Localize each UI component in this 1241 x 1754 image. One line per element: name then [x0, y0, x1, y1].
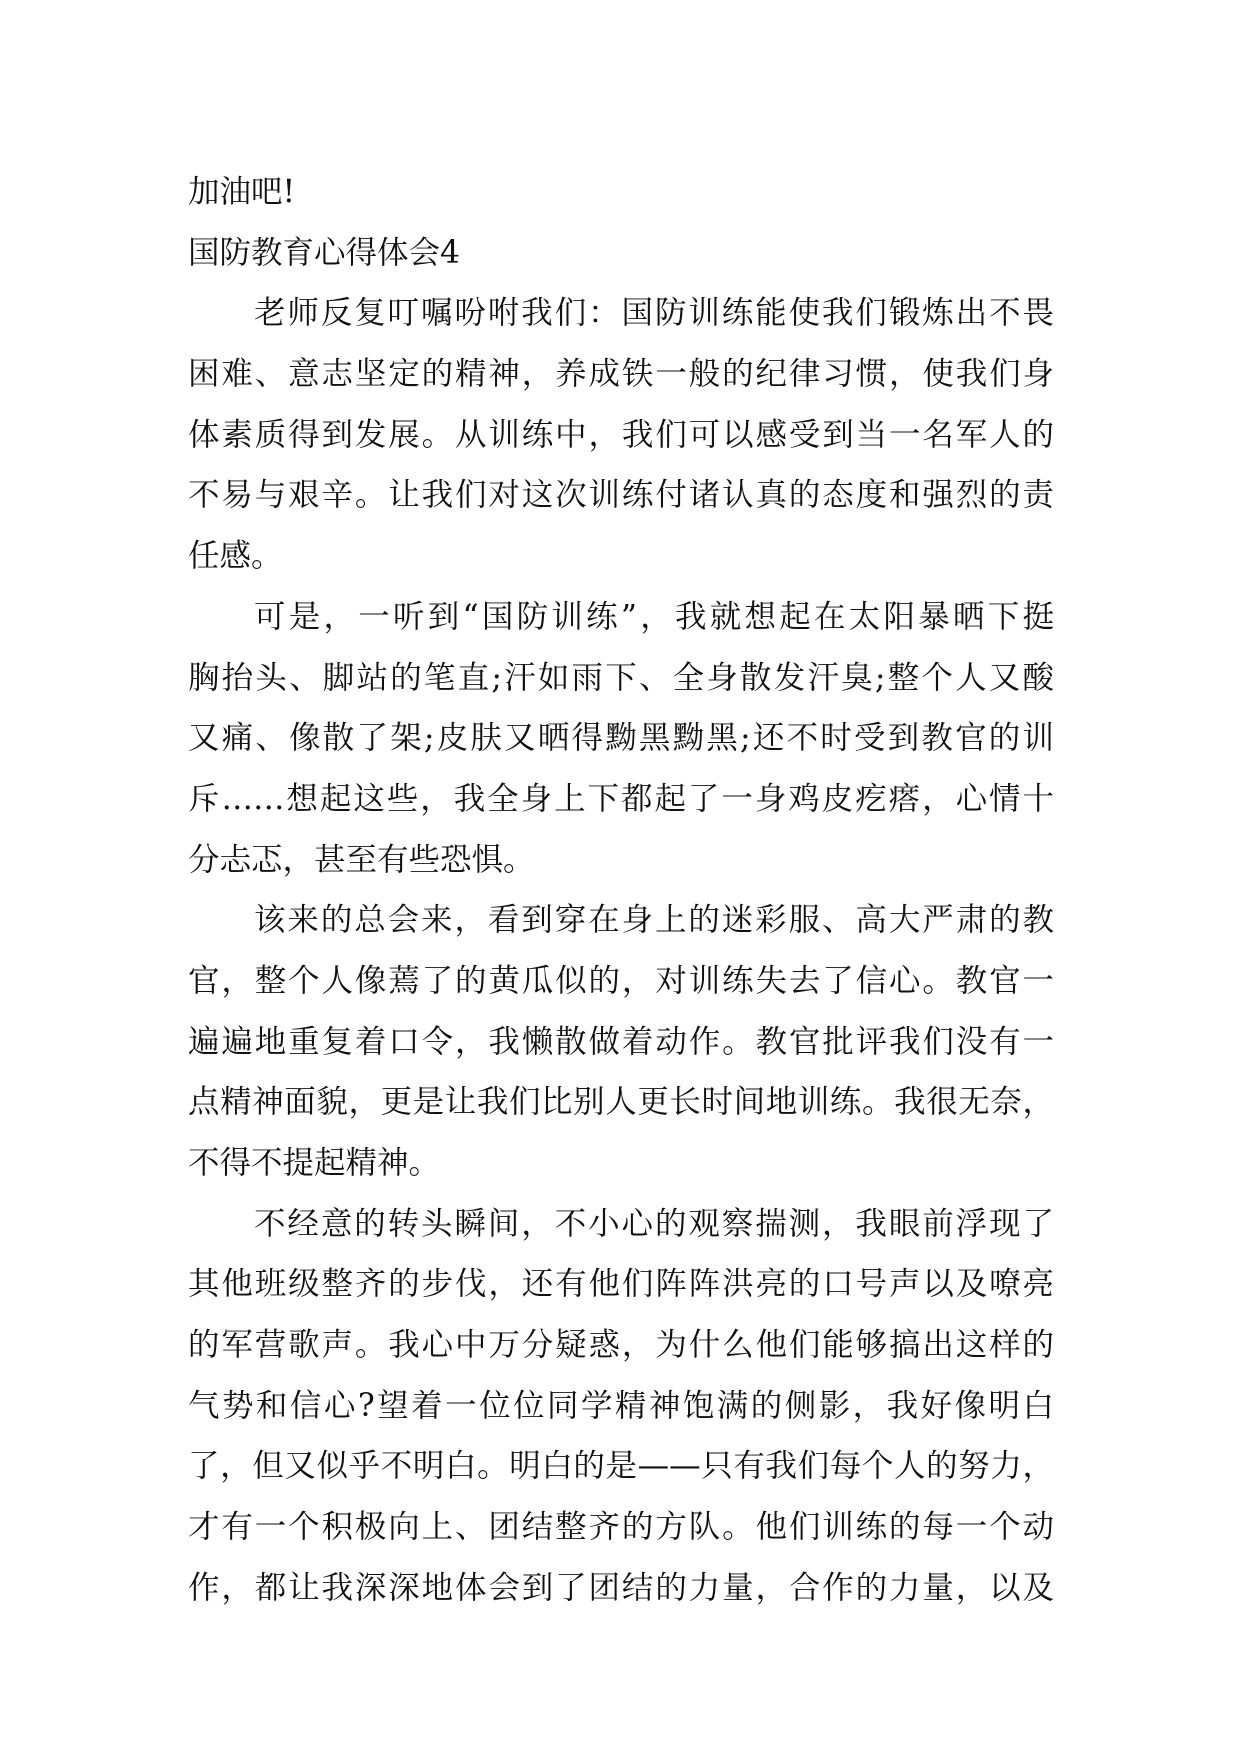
paragraph-line: 体素质得到发展。从训练中，我们可以感受到当一名军人的	[188, 416, 1054, 453]
paragraph-line: 的军营歌声。我心中万分疑惑，为什么他们能够搞出这样的	[188, 1327, 1054, 1364]
paragraph-line: 斥……想起这些，我全身上下都起了一身鸡皮疙瘩，心情十	[188, 780, 1054, 817]
section-title: 国防教育心得体会4	[188, 234, 461, 271]
document-body	[188, 162, 1054, 1619]
paragraph-line: 分忐忑，甚至有些恐惧。	[188, 841, 535, 878]
paragraph	[188, 890, 1054, 1193]
paragraph-line: 老师反复叮嘱吩咐我们：国防训练能使我们锻炼出不畏	[254, 295, 1054, 332]
paragraph	[188, 587, 1054, 890]
paragraph-line: 官，整个人像蔫了的黄瓜似的，对训练失去了信心。教官一	[188, 962, 1054, 999]
paragraph-line: 胸抬头、脚站的笔直;汗如雨下、全身散发汗臭;整个人又酸	[188, 659, 1054, 696]
paragraph-line: 遍遍地重复着口令，我懒散做着动作。教官批评我们没有一	[188, 1023, 1054, 1060]
paragraph-line: 其他班级整齐的步伐，还有他们阵阵洪亮的口号声以及嘹亮	[188, 1266, 1054, 1303]
paragraph-line: 才有一个积极向上、团结整齐的方队。他们训练的每一个动	[188, 1509, 1054, 1546]
paragraph-line: 作，都让我深深地体会到了团结的力量，合作的力量，以及	[188, 1569, 1054, 1606]
paragraph-line: 气势和信心?望着一位位同学精神饱满的侧影，我好像明白	[188, 1387, 1054, 1424]
paragraph-line: 可是，一听到“国防训练”，我就想起在太阳暴晒下挺	[254, 598, 1054, 635]
paragraph-line: 任感。	[188, 538, 283, 575]
paragraph	[188, 283, 1054, 586]
paragraph-line: 困难、意志坚定的精神，养成铁一般的纪律习惯，使我们身	[188, 356, 1054, 393]
paragraph-line: 又痛、像散了架;皮肤又晒得黝黑黝黑;还不时受到教官的训	[188, 720, 1054, 757]
paragraph-line: 该来的总会来，看到穿在身上的迷彩服、高大严肃的教	[254, 902, 1054, 939]
paragraph-line: 不经意的转头瞬间，不小心的观察揣测，我眼前浮现了	[254, 1205, 1054, 1242]
intro-line: 加油吧!	[188, 174, 296, 210]
paragraph-line: 不得不提起精神。	[188, 1145, 441, 1181]
paragraph-line: 点精神面貌，更是让我们比别人更长时间地训练。我很无奈，	[188, 1084, 1054, 1121]
paragraph	[188, 1194, 1054, 1619]
paragraph-line: 不易与艰辛。让我们对这次训练付诸认真的态度和强烈的责	[188, 477, 1054, 514]
paragraph-line: 了，但又似乎不明白。明白的是——只有我们每个人的努力，	[188, 1448, 1054, 1485]
